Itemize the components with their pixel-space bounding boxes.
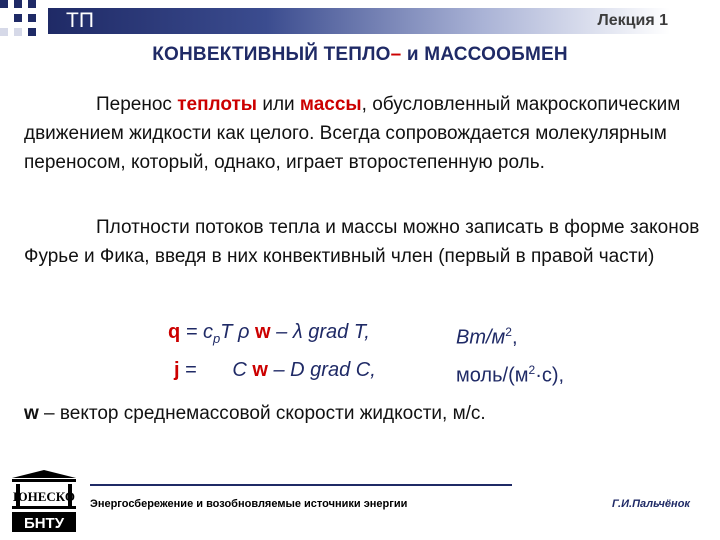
footer-author: Г.И.Пальчёнок [612, 498, 690, 510]
section-label: ТП [66, 9, 94, 32]
header-bar [48, 8, 670, 34]
formula-q: $q = c_pT$ ρ w – λ grad T, [168, 321, 370, 346]
formula-j-units: моль/$(м^2\cdot с)$, [456, 363, 565, 387]
vector-definition: w – вектор среднемассовой скорости жидкости, м/с. [24, 403, 486, 424]
paragraph-2: Плотности потоков тепла и массы можно записать в форме законов Фурье и Фика, введя в них конвективный член (первый в правой части) [24, 217, 700, 267]
lecture-label: Лекция 1 [597, 12, 668, 29]
formula-j: j = C w – D grad C, [174, 359, 376, 381]
unesco-bntu-logo [6, 468, 82, 534]
formula-q-units: $Вт/м^2$, [456, 325, 518, 349]
paragraph-1: Перенос теплоты или массы, обусловленный макроскопическим движением жидкости как целого. Всегда сопровождается молекулярным переносом, который, однако, играет второстепенную роль. [24, 94, 681, 173]
footer-divider [90, 484, 512, 486]
slide-title: КОНВЕКТИВНЫЙ ТЕПЛО– и МАССООБМЕН [152, 44, 568, 65]
svg-text:ЮНЕСКО: ЮНЕСКО [12, 489, 76, 504]
footer-course-title: Энергосбережение и возобновляемые источники энергии [90, 498, 408, 510]
svg-text:БНТУ: БНТУ [23, 515, 65, 532]
